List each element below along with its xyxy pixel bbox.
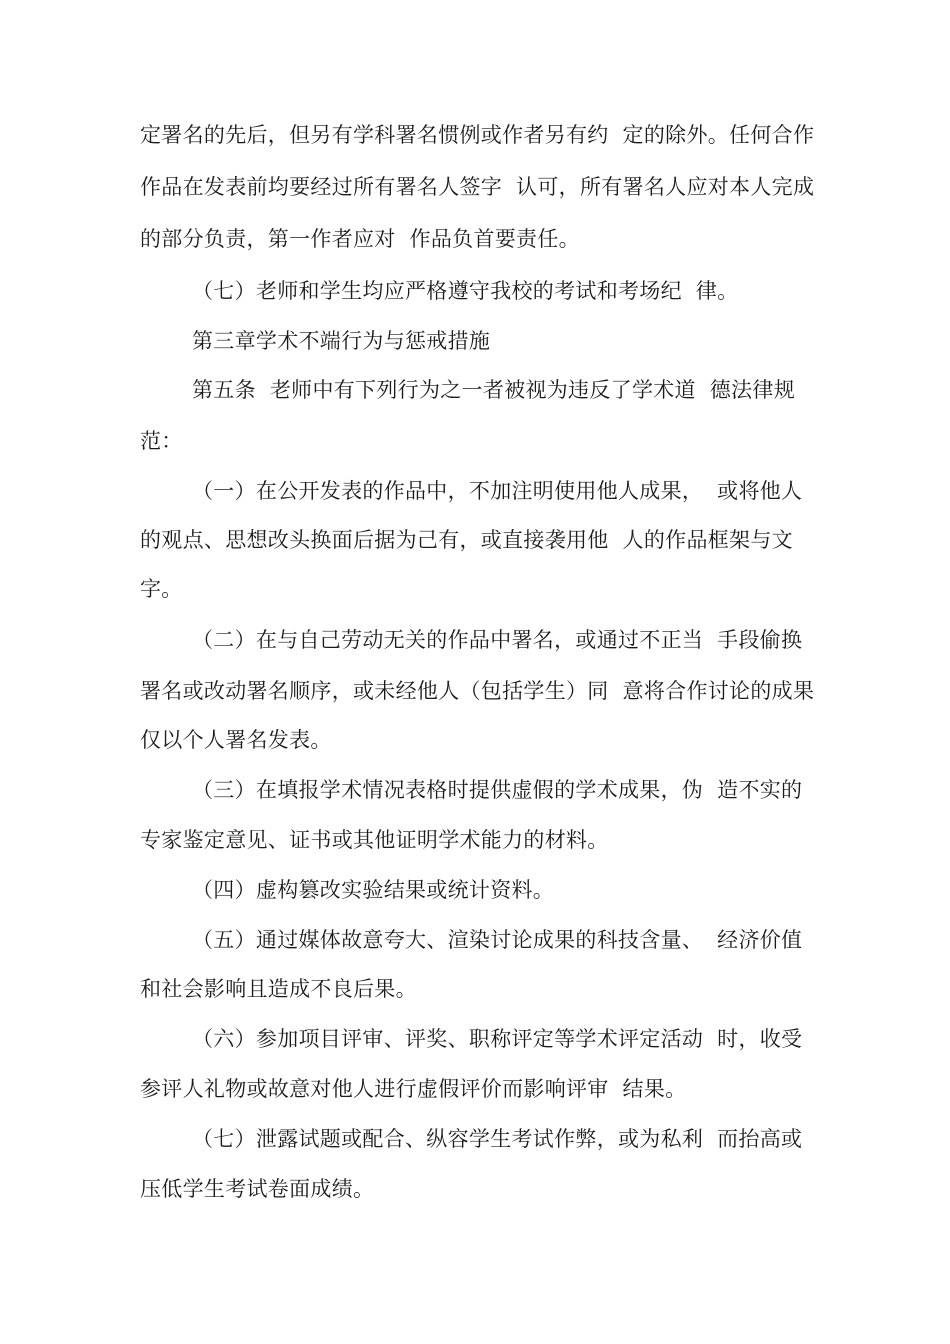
text-line: 和社会影响且造成不良后果。 [140, 977, 417, 1001]
text-line: 专家鉴定意见、证书或其他证明学术能力的材料。 [140, 828, 609, 852]
text-line: 参评人礼物或故意对他人进行虚假评价而影响评审 结果。 [140, 1077, 687, 1101]
text-line: （四）虚构篡改实验结果或统计资料。 [192, 878, 555, 902]
text-line: 作品在发表前均要经过所有署名人签字 认可，所有署名人应对本人完成 [140, 175, 815, 199]
text-line: 定署名的先后，但另有学科署名惯例或作者另有约 定的除外。任何合作 [140, 123, 815, 147]
text-line: 的观点、思想改头换面后据为己有，或直接袭用他 人的作品框架与文 [140, 528, 793, 552]
chapter-heading: 第三章学术不端行为与惩戒措施 [192, 329, 491, 353]
text-line: （六）参加项目评审、评奖、职称评定等学术评定活动 时，收受 [192, 1027, 803, 1051]
text-line: （三）在填报学术情况表格时提供虚假的学术成果，伪 造不实的 [192, 778, 803, 802]
text-line: 的部分负责，第一作者应对 作品负首要责任。 [140, 227, 580, 251]
text-line: 字。 [140, 577, 183, 601]
text-line: （七）老师和学生均应严格遵守我校的考试和考场纪 律。 [192, 279, 739, 303]
text-line: （七）泄露试题或配合、纵容学生考试作弊，或为私利 而抬高或 [192, 1127, 803, 1151]
text-line: （二）在与自己劳动无关的作品中署名，或通过不正当 手段偷换 [192, 628, 803, 652]
text-line: （一）在公开发表的作品中，不加注明使用他人成果， 或将他人 [192, 479, 803, 503]
article-heading: 第五条 老师中有下列行为之一者被视为违反了学术道 德法律规 [192, 378, 795, 402]
text-line: 范： [140, 429, 183, 453]
text-line: 压低学生考试卷面成绩。 [140, 1177, 375, 1201]
text-line: 仅以个人署名发表。 [140, 728, 332, 752]
text-line: （五）通过媒体故意夸大、渲染讨论成果的科技含量、 经济价值 [192, 928, 803, 952]
text-line: 署名或改动署名顺序，或未经他人（包括学生）同 意将合作讨论的成果 [140, 679, 815, 703]
